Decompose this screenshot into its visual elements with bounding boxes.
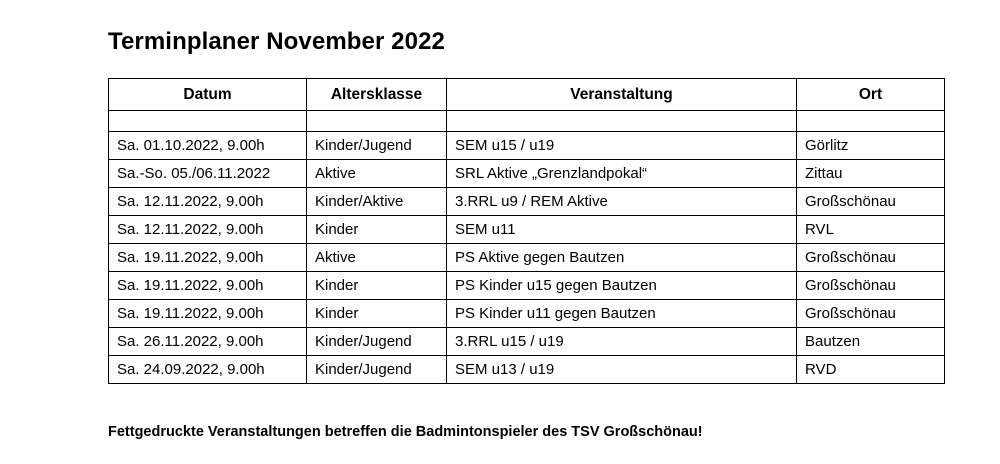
cell-ort: Bautzen: [797, 328, 945, 356]
column-header-ort: Ort: [797, 79, 945, 111]
table-row: [109, 160, 945, 188]
cell-datum: [109, 111, 307, 132]
footnote: Fettgedruckte Veranstaltungen betreffen die Badmintonspieler des TSV Großschönau!: [108, 424, 703, 440]
cell-datum: Sa. 12.11.2022, 9.00h: [109, 216, 307, 244]
cell-altersklasse: Kinder: [307, 272, 447, 300]
cell-veranstaltung: 3.RRL u9 / REM Aktive: [447, 188, 797, 216]
cell-veranstaltung: PS Aktive gegen Bautzen: [447, 244, 797, 272]
column-header-datum: Datum: [109, 79, 307, 111]
cell-datum: Sa. 01.10.2022, 9.00h: [109, 132, 307, 160]
cell-veranstaltung: [447, 111, 797, 132]
cell-ort: Görlitz: [797, 132, 945, 160]
cell-ort: RVL: [797, 216, 945, 244]
cell-veranstaltung: SEM u11: [447, 216, 797, 244]
table-row: [109, 356, 945, 384]
cell-altersklasse: Kinder/Jugend: [307, 132, 447, 160]
table-header-row: [109, 79, 945, 111]
cell-altersklasse: Kinder/Aktive: [307, 188, 447, 216]
cell-veranstaltung: SRL Aktive „Grenzlandpokal“: [447, 160, 797, 188]
cell-ort: Zittau: [797, 160, 945, 188]
cell-datum: Sa. 24.09.2022, 9.00h: [109, 356, 307, 384]
cell-ort: Großschönau: [797, 300, 945, 328]
table-row: [109, 272, 945, 300]
cell-ort: Großschönau: [797, 244, 945, 272]
table-row: [109, 328, 945, 356]
cell-ort: [797, 111, 945, 132]
table-header: [109, 79, 945, 111]
cell-datum: Sa. 19.11.2022, 9.00h: [109, 272, 307, 300]
cell-datum: Sa.-So. 05./06.11.2022: [109, 160, 307, 188]
cell-altersklasse: [307, 111, 447, 132]
table-row: [109, 244, 945, 272]
table-body: [109, 111, 945, 384]
cell-altersklasse: Kinder/Jugend: [307, 328, 447, 356]
cell-veranstaltung: SEM u13 / u19: [447, 356, 797, 384]
cell-altersklasse: Kinder/Jugend: [307, 356, 447, 384]
cell-altersklasse: Kinder: [307, 300, 447, 328]
table-row: [109, 111, 945, 132]
cell-datum: Sa. 26.11.2022, 9.00h: [109, 328, 307, 356]
cell-veranstaltung: PS Kinder u11 gegen Bautzen: [447, 300, 797, 328]
column-header-altersklasse: Altersklasse: [307, 79, 447, 111]
table-row: [109, 132, 945, 160]
cell-datum: Sa. 12.11.2022, 9.00h: [109, 188, 307, 216]
cell-ort: Großschönau: [797, 272, 945, 300]
cell-datum: Sa. 19.11.2022, 9.00h: [109, 300, 307, 328]
table-row: [109, 216, 945, 244]
schedule-table: [108, 78, 945, 384]
cell-veranstaltung: PS Kinder u15 gegen Bautzen: [447, 272, 797, 300]
cell-altersklasse: Aktive: [307, 244, 447, 272]
cell-datum: Sa. 19.11.2022, 9.00h: [109, 244, 307, 272]
page-title: Terminplaner November 2022: [108, 28, 445, 55]
cell-veranstaltung: SEM u15 / u19: [447, 132, 797, 160]
cell-ort: Großschönau: [797, 188, 945, 216]
cell-veranstaltung: 3.RRL u15 / u19: [447, 328, 797, 356]
table-row: [109, 300, 945, 328]
table-row: [109, 188, 945, 216]
cell-ort: RVD: [797, 356, 945, 384]
column-header-veranstaltung: Veranstaltung: [447, 79, 797, 111]
cell-altersklasse: Kinder: [307, 216, 447, 244]
cell-altersklasse: Aktive: [307, 160, 447, 188]
